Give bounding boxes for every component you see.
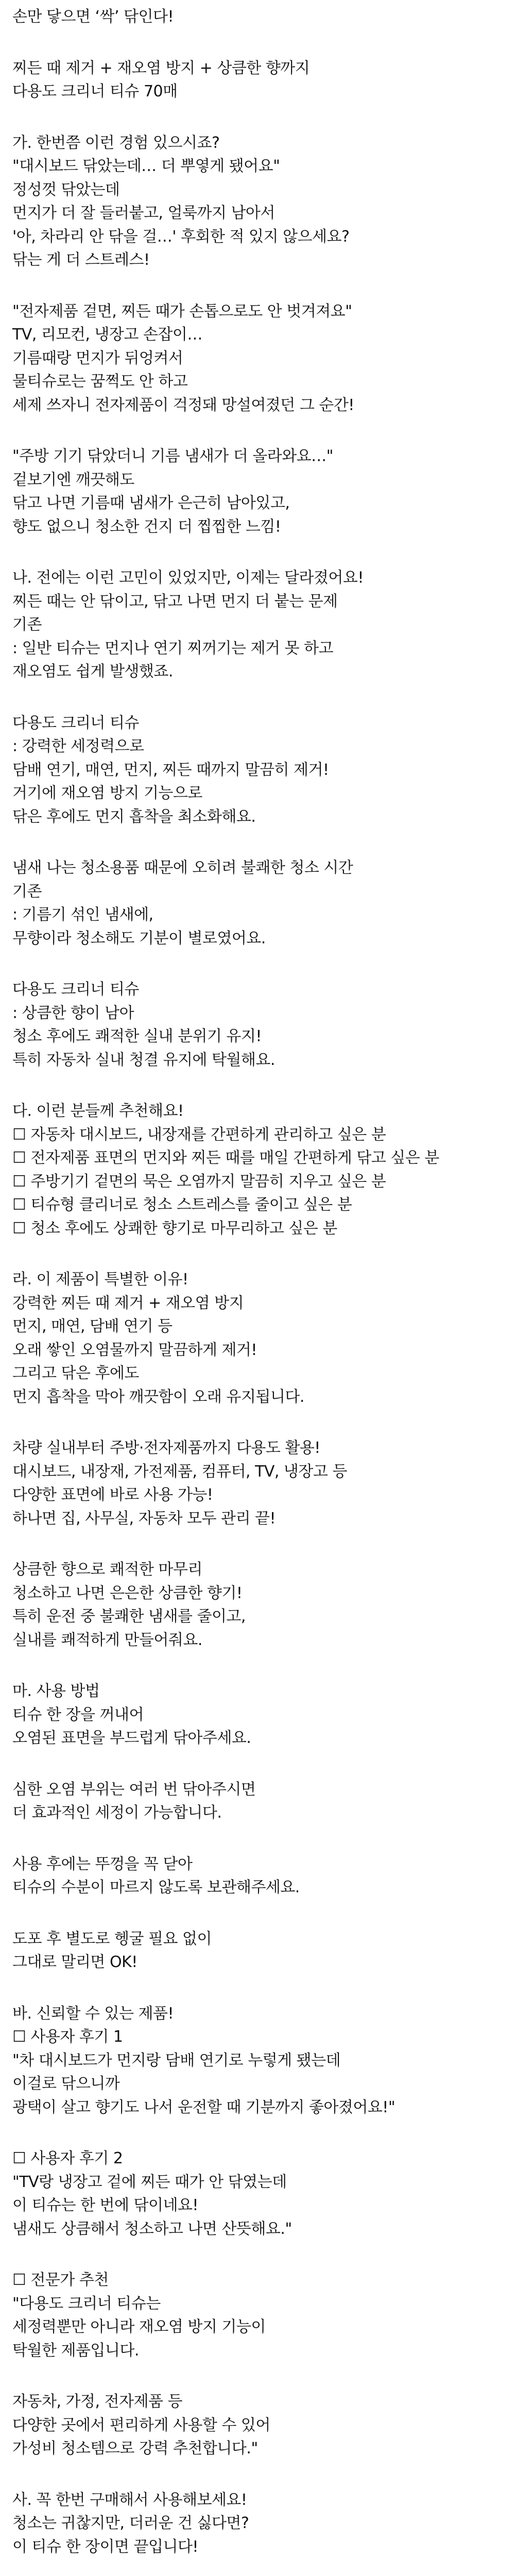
text-line: "전자제품 겉면, 찌든 때가 손톱으로도 안 벗겨져요" [12, 302, 352, 320]
text-line: 다. 이런 분들께 추천해요! [12, 1102, 184, 1120]
text-line: 다용도 크리너 티슈 [12, 714, 139, 732]
text-line: 재오염도 쉽게 발생했죠. [12, 663, 173, 681]
text-line: 다양한 표면에 바로 사용 가능! [12, 1486, 213, 1504]
text-line: 사. 꼭 한번 구매해서 사용해보세요! [12, 2490, 247, 2509]
text-line: 냄새도 상큼해서 청소하고 나면 산뜻해요." [12, 2219, 292, 2238]
text-line: 라. 이 제품이 특별한 이유! [12, 1270, 188, 1289]
text-line: 다양한 곳에서 편리하게 사용할 수 있어 [12, 2416, 270, 2434]
paragraph [12, 711, 503, 829]
text-line: : 일반 티슈는 먼지나 연기 찌꺼기는 제거 못 하고 [12, 639, 334, 657]
text-line: 청소하고 나면 은은한 상큼한 향기! [12, 1584, 243, 1602]
text-line: 특히 자동차 실내 청결 유지에 탁월해요. [12, 1050, 275, 1069]
paragraph [12, 1927, 503, 1974]
text-line: 기존 [12, 616, 42, 634]
text-line: 가. 한번쯤 이런 경험 있으시죠? [12, 133, 220, 152]
paragraph [12, 2147, 503, 2241]
text-line: 찌든 때는 안 닦이고, 닦고 나면 먼지 더 붙는 문제 [12, 592, 338, 611]
text-line: 이걸로 닦으니까 [12, 2075, 120, 2093]
text-line: 정성껏 닦았는데 [12, 180, 120, 199]
text-line: 심한 오염 부위는 여러 번 닦아주시면 [12, 1780, 256, 1799]
text-line: 닦는 게 더 스트레스! [12, 251, 150, 269]
paragraph [12, 2002, 503, 2120]
text-line: ☐ 주방기기 겉면의 묵은 오염까지 말끔히 지우고 싶은 분 [12, 1172, 386, 1191]
text-line: : 상큼한 향이 남아 [12, 1004, 134, 1022]
text-line: 닦은 후에도 먼지 흡착을 최소화해요. [12, 807, 256, 826]
text-line: 그대로 말리면 OK! [12, 1953, 138, 1971]
text-line: TV, 리모컨, 냉장고 손잡이… [12, 326, 202, 344]
text-line: ☐ 사용자 후기 1 [12, 2028, 123, 2046]
text-line: 그리고 닦은 후에도 [12, 1364, 139, 1382]
text-line: 티슈 한 장을 꺼내어 [12, 1705, 144, 1724]
text-line: 먼지 흡착을 막아 깨끗함이 오래 유지됩니다. [12, 1387, 304, 1406]
text-line: 겉보기엔 깨끗해도 [12, 470, 134, 489]
text-line: "TV랑 냉장고 겉에 찌든 때가 안 닦였는데 [12, 2173, 287, 2191]
paragraph [12, 300, 503, 417]
paragraph [12, 856, 503, 950]
text-line: 실내를 쾌적하게 만들어줘요. [12, 1631, 202, 1649]
text-line: "대시보드 닦았는데… 더 뿌옇게 됐어요" [12, 157, 280, 175]
text-line: 오래 쌓인 오염물까지 말끔하게 제거! [12, 1341, 257, 1359]
paragraph [12, 131, 503, 272]
text-line: 나. 전에는 이런 고민이 있었지만, 이제는 달라졌어요! [12, 569, 364, 587]
paragraph [12, 1558, 503, 1652]
text-line: 티슈의 수분이 마르지 않도록 보관해주세요. [12, 1878, 300, 1896]
text-line: ☐ 사용자 후기 2 [12, 2149, 123, 2167]
text-line: 더 효과적인 세정이 가능합니다. [12, 1804, 222, 1822]
text-line: 세제 쓰자니 전자제품이 걱정돼 망설여졌던 그 순간! [12, 396, 354, 414]
text-line: ☐ 전문가 추천 [12, 2271, 109, 2289]
paragraph [12, 57, 503, 104]
text-line: 바. 신뢰할 수 있는 제품! [12, 2004, 174, 2023]
text-line: 찌든 때 제거 + 재오염 방지 + 상큼한 향까지 [12, 59, 310, 77]
text-line: 손만 닿으면 ‘싹’ 닦인다! [12, 8, 174, 26]
text-line: ☐ 티슈형 클리너로 청소 스트레스를 줄이고 싶은 분 [12, 1196, 352, 1214]
paragraph [12, 1268, 503, 1409]
text-line: 담배 연기, 매연, 먼지, 찌든 때까지 말끔히 제거! [12, 760, 329, 779]
text-line: 마. 사용 방법 [12, 1682, 100, 1700]
paragraph [12, 445, 503, 538]
paragraph [12, 2268, 503, 2362]
text-line: 사용 후에는 뚜껑을 꼭 닫아 [12, 1855, 193, 1873]
text-line: 광택이 살고 향기도 나서 운전할 때 기분까지 좋아졌어요!" [12, 2098, 396, 2116]
text-line: 청소 후에도 쾌적한 실내 분위기 유지! [12, 1027, 262, 1045]
text-line: 강력한 찌든 때 제거 + 재오염 방지 [12, 1294, 244, 1312]
paragraph [12, 5, 503, 29]
text-line: 다용도 크리너 티슈 [12, 980, 139, 998]
text-line: 하나면 집, 사무실, 자동차 모두 관리 끝! [12, 1509, 276, 1528]
paragraph [12, 566, 503, 684]
text-line: 대시보드, 내장재, 가전제품, 컴퓨터, TV, 냉장고 등 [12, 1462, 347, 1481]
text-line: 냄새 나는 청소용품 때문에 오히려 불쾌한 청소 시간 [12, 859, 353, 877]
text-line: 도포 후 별도로 헹굴 필요 없이 [12, 1929, 212, 1948]
text-line: 상큼한 향으로 쾌적한 마무리 [12, 1561, 202, 1579]
text-line: 오염된 표면을 부드럽게 닦아주세요. [12, 1729, 251, 1747]
text-line: : 강력한 세정력으로 [12, 737, 144, 755]
text-line: "차 대시보드가 먼지랑 담배 연기로 누렇게 됐는데 [12, 2051, 341, 2070]
text-line: 무향이라 청소해도 기분이 별로였어요. [12, 929, 266, 947]
text-line: 물티슈로는 꿈쩍도 안 하고 [12, 372, 188, 391]
text-line: 이 티슈는 한 번에 닦이네요! [12, 2196, 198, 2214]
text-line: 탁월한 제품입니다. [12, 2341, 139, 2360]
paragraph [12, 1853, 503, 1900]
text-line: 먼지가 더 잘 들러붙고, 얼룩까지 남아서 [12, 204, 275, 222]
text-line: 세정력뿐만 아니라 재오염 방지 기능이 [12, 2318, 266, 2336]
paragraph [12, 1436, 503, 1530]
text-line: "다용도 크리너 티슈는 [12, 2294, 161, 2313]
text-line: 청소는 귀찮지만, 더러운 건 싫다면? [12, 2514, 249, 2532]
text-line: ☐ 청소 후에도 상쾌한 향기로 마무리하고 싶은 분 [12, 1219, 337, 1238]
text-line: 가성비 청소템으로 강력 추천합니다." [12, 2439, 258, 2458]
text-line: 차량 실내부터 주방·전자제품까지 다용도 활용! [12, 1439, 320, 1457]
paragraph [12, 1778, 503, 1825]
text-line: 닦고 나면 기름때 냄새가 은근히 남아있고, [12, 494, 290, 512]
paragraph [12, 2390, 503, 2461]
text-line: ☐ 전자제품 표면의 먼지와 찌든 때를 매일 간편하게 닦고 싶은 분 [12, 1149, 439, 1167]
text-line: 이 티슈 한 장이면 끝입니다! [12, 2537, 198, 2556]
paragraph [12, 978, 503, 1072]
text-line: 기존 [12, 882, 42, 901]
text-line: 기름때랑 먼지가 뒤엉켜서 [12, 349, 183, 367]
text-line: 먼지, 매연, 담배 연기 등 [12, 1317, 173, 1335]
text-line: "주방 기기 닦았더니 기름 냄새가 더 올라와요…" [12, 447, 333, 465]
text-line: ☐ 자동차 대시보드, 내장재를 간편하게 관리하고 싶은 분 [12, 1125, 386, 1144]
text-line: 향도 없으니 청소한 건지 더 찝찝한 느낌! [12, 517, 281, 536]
text-line: 자동차, 가정, 전자제품 등 [12, 2393, 182, 2411]
text-line: : 기름기 섞인 냄새에, [12, 906, 153, 924]
text-line: 특히 운전 중 불쾌한 냄새를 줄이고, [12, 1607, 246, 1625]
paragraph [12, 2488, 503, 2559]
text-line: 거기에 재오염 방지 기능으로 [12, 784, 202, 802]
paragraph [12, 1099, 503, 1240]
text-line: 다용도 크리너 티슈 70매 [12, 82, 178, 100]
paragraph [12, 1680, 503, 1750]
text-line: '아, 차라리 안 닦을 걸…' 후회한 적 있지 않으세요? [12, 227, 350, 246]
